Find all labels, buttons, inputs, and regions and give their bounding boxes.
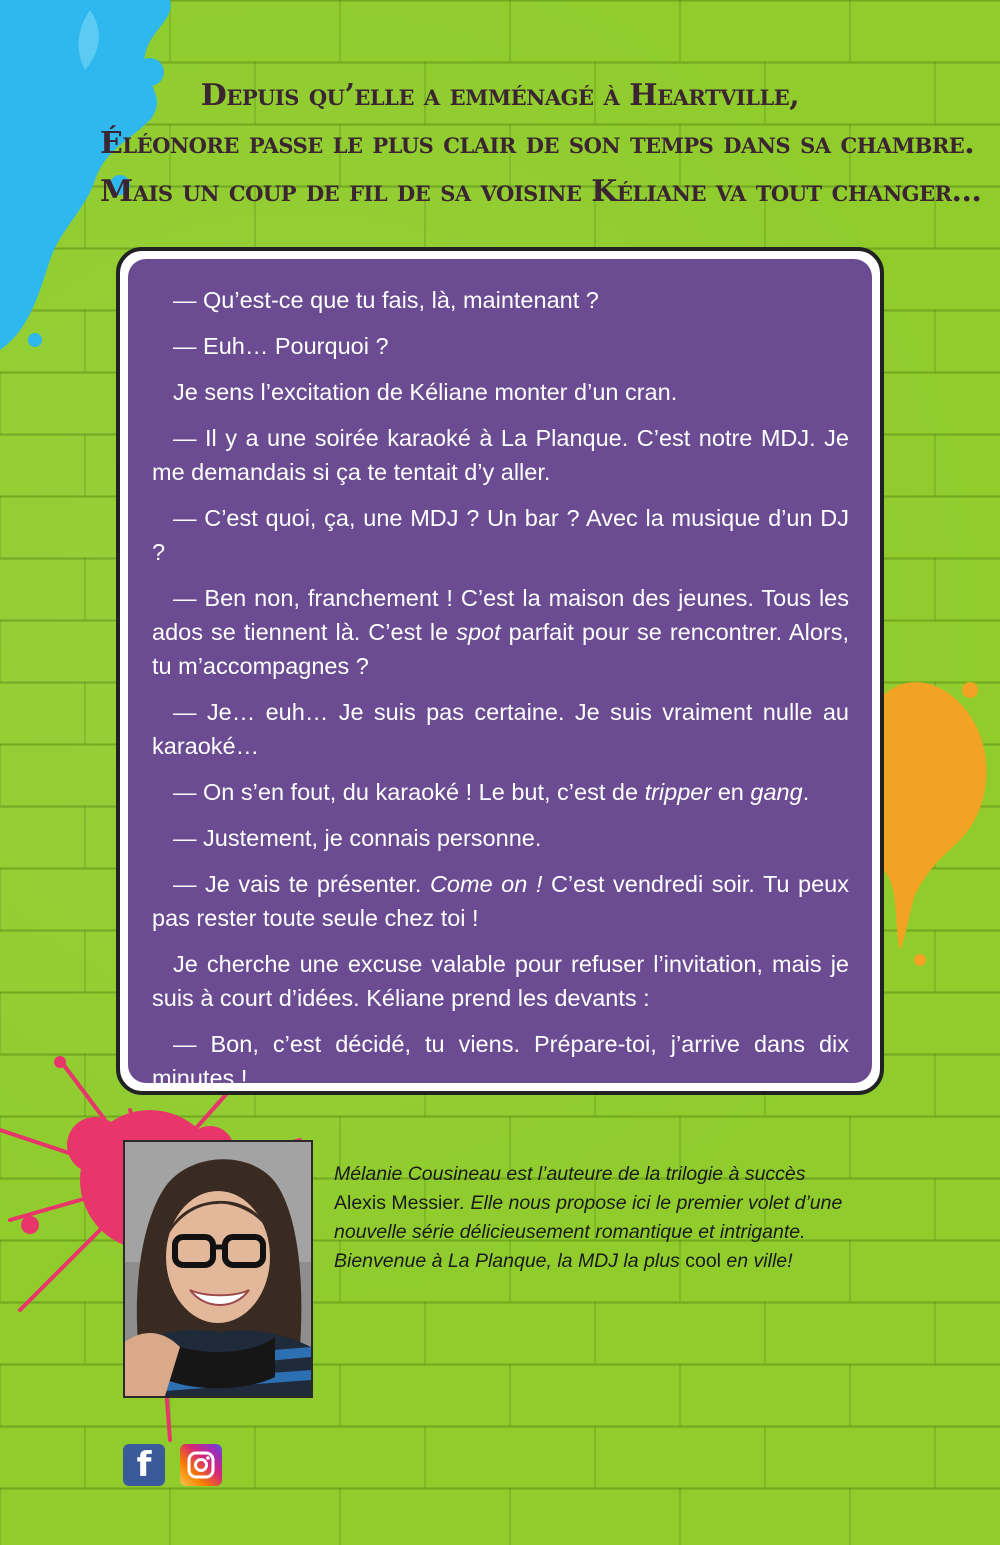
excerpt-paragraph: — C’est quoi, ça, une MDJ ? Un bar ? Avec la musique d’un DJ ? [152,505,849,565]
excerpt-text: — On s’en fout, du karaoké ! Le but, c’est de [173,779,645,805]
facebook-icon[interactable] [123,1444,165,1486]
excerpt-paragraph: — Qu’est-ce que tu fais, là, maintenant ? [173,287,599,313]
excerpt-paragraph [152,581,849,683]
tagline-line-3: Mais un coup de fil de sa voisine Kéliane va tout changer... [100,174,982,209]
excerpt-paragraph: — Bon, c’est décidé, tu viens. Prépare-toi, j’arrive dans dix minutes ! [152,1031,849,1091]
bio-series-title: Alexis Messier [334,1192,460,1214]
excerpt-paragraph [152,867,849,935]
excerpt-paragraph [152,775,849,809]
bio-text: . Elle nous propose ici le premier volet d’une nouvelle série délicieusement romantique et intrigante. Bienvenue à La Planque, la MDJ la plus [334,1192,843,1272]
excerpt-paragraph: — Justement, je connais personne. [173,825,542,851]
bio-upright-word: cool [685,1250,722,1272]
excerpt-italic-text: gang [750,779,803,805]
excerpt-text: en [711,779,751,805]
excerpt-text: parfait pour se rencontrer. Alors, tu m’accompagnes ? [152,619,849,679]
excerpt-text: . [802,779,810,805]
excerpt-text: — Je vais te présenter. [173,871,430,897]
excerpt-italic-text: spot [456,619,501,645]
excerpt-italic-text: tripper [644,779,712,805]
tagline-line-1: Depuis qu’elle a emménagé à Heartville, [200,78,800,113]
back-cover-tagline [100,72,982,216]
excerpt-paragraph: Je cherche une excuse valable pour refuser l’invitation, mais je suis à court d’idées. Kéliane prend les devants : [152,951,849,1011]
author-photo [123,1140,313,1398]
excerpt-panel [128,259,872,1091]
excerpt-text: — Ben non, franchement ! C’est la maison des jeunes. Tous les ados se tiennent là. C’est le [152,585,849,645]
excerpt-italic-text: Come on ! [429,871,543,897]
facebook-glyph: f [136,1445,152,1485]
excerpt-paragraph: — Euh… Pourquoi ? [173,333,389,359]
author-bio [334,1160,859,1276]
excerpt-text: C’est vendredi soir. Tu peux pas rester toute seule chez toi ! [152,871,849,931]
tagline-line-2: Éléonore passe le plus clair de son temps dans sa chambre. [100,126,975,161]
excerpt-paragraph: — Je… euh… Je suis pas certaine. Je suis vraiment nulle au karaoké… [152,699,849,759]
excerpt-paragraph: — Il y a une soirée karaoké à La Planque. C’est notre MDJ. Je me demandais si ça te tentait d’y aller. [152,425,849,485]
bio-text: en ville! [721,1250,793,1272]
excerpt-box [116,247,884,1095]
instagram-icon[interactable] [180,1444,222,1486]
excerpt-paragraph: Je sens l’excitation de Kéliane monter d’un cran. [173,379,678,405]
bio-text: Mélanie Cousineau est l’auteure de la trilogie à succès [334,1163,806,1185]
